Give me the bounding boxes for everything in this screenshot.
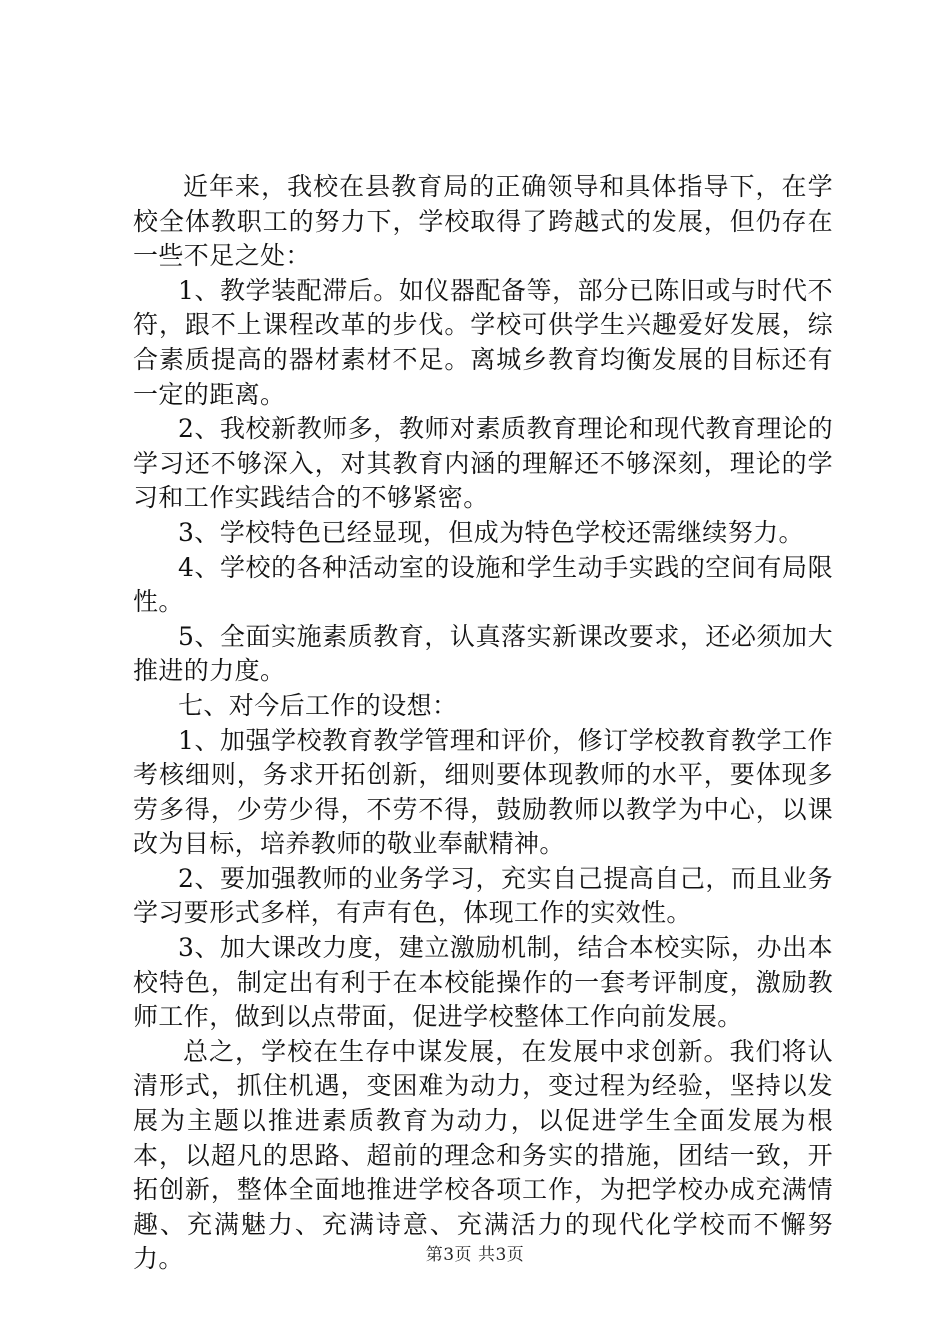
conclusion-paragraph: 总之，学校在生存中谋发展，在发展中求创新。我们将认清形式，抓住机遇，变困难为动力，变过程为经验，坚持以发展为主题以推进素质教育为动力，以促进学生全面发展为根本，以超凡的思路、超前的理念和务实的措施，团结一致，开拓创新，整体全面地推进学校各项工作，为把学校办成充满情趣、充满魅力、充满诗意、充满活力的现代化学校而不懈努力。: [133, 1036, 833, 1274]
plan-item-2: 2、要加强教师的业务学习，充实自己提高自己，而且业务学习要形式多样，有声有色，体现工作的实效性。: [133, 863, 833, 928]
issue-item-4: 4、学校的各种活动室的设施和学生动手实践的空间有局限性。: [133, 552, 833, 617]
plan-item-1: 1、加强学校教育教学管理和评价，修订学校教育教学工作考核细则，务求开拓创新，细则要体现教师的水平，要体现多劳多得，少劳少得，不劳不得，鼓励教师以教学为中心，以课改为目标，培养教师的敬业奉献精神。: [133, 725, 833, 859]
issue-item-3: 3、学校特色已经显现，但成为特色学校还需继续努力。: [178, 517, 804, 547]
issue-item-5: 5、全面实施素质教育，认真落实新课改要求，还必须加大推进的力度。: [133, 621, 833, 686]
section-heading-plans: 七、对今后工作的设想：: [178, 690, 458, 720]
plan-item-3: 3、加大课改力度，建立激励机制，结合本校实际，办出本校特色，制定出有利于在本校能操作的一套考评制度，激励教师工作，做到以点带面，促进学校整体工作向前发展。: [133, 933, 833, 1032]
page-number-footer: 第3页 共3页: [425, 1245, 525, 1265]
document-body: [133, 170, 833, 1277]
issue-item-1: 1、教学装配滞后。如仪器配备等，部分已陈旧或与时代不符，跟不上课程改革的步伐。学校可供学生兴趣爱好发展，综合素质提高的器材素材不足。离城乡教育均衡发展的目标还有一定的距离。: [133, 275, 833, 409]
issue-item-2: 2、我校新教师多，教师对素质教育理论和现代教育理论的学习还不够深入，对其教育内涵的理解还不够深刻，理论的学习和工作实践结合的不够紧密。: [133, 414, 833, 513]
intro-paragraph: 近年来，我校在县教育局的正确领导和具体指导下，在学校全体教职工的努力下，学校取得了跨越式的发展，但仍存在一些不足之处：: [133, 172, 833, 271]
